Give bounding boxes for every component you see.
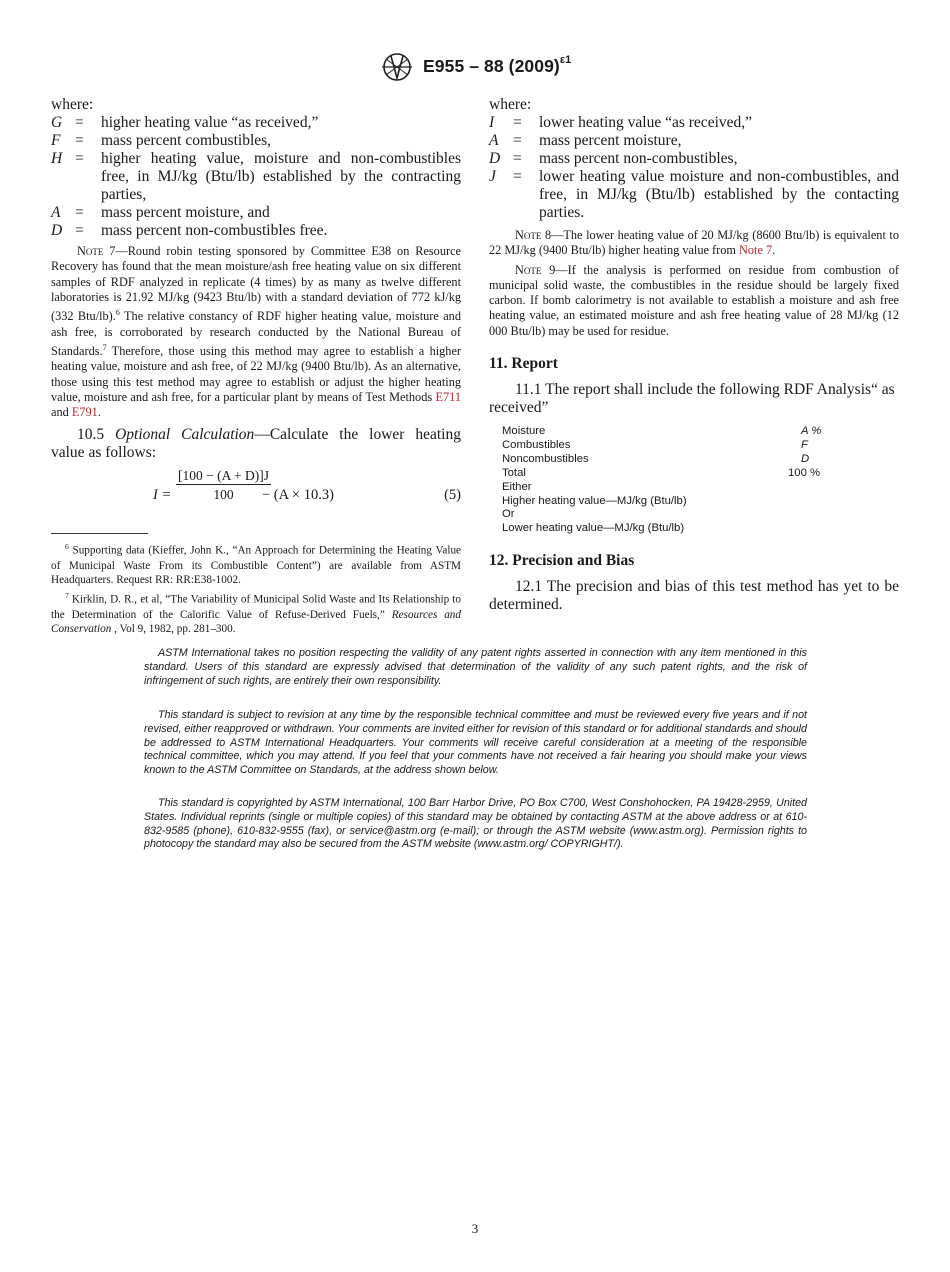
definition-item: D = mass percent non-combustibles free.	[51, 222, 328, 239]
astm-logo-icon	[377, 52, 417, 87]
table-row: Or	[502, 508, 515, 521]
link-e791[interactable]: E791	[71, 405, 98, 420]
document-designation: E955 – 88 $(2009)^{\varepsilon 1}$	[423, 54, 572, 76]
footnote-divider	[51, 533, 148, 534]
right-column	[489, 96, 899, 614]
definition-item: D = mass percent non-combustibles,	[489, 150, 738, 167]
definition-item: H = higher heating value, moisture and non-combustibles free, in MJ/kg (Btu/lb) established by the contracting parties,	[51, 150, 461, 203]
link-e711[interactable]: E711	[435, 389, 461, 404]
note-7: Note 7—Round robin testing sponsored by Committee E38 on Resource Recovery has found that the mean moisture/ash free heating value on six different samples of RDF analyzed in replicate (4 times) by as many as twelve different laboratories is 21.92 MJ/kg (9423 Btu/lb) with a standard deviation of 772 kJ/kg (332 Btu/lb).$^6$ The relative constancy of RDF higher heating value, moisture and ash free, is corroborated by research conducted by the National Bureau of Standards.$^7$ Therefore, those using this method may agree to establish a higher heating value, moisture and ash free, of 22 MJ/kg (9400 Btu/lb). As an alternative, those using this test method may agree to establish or adjust the higher heating value, moisture and ash free, for a particular plant by means of Test Methods E711 and E791.	[51, 244, 461, 420]
footnote-6: $^6$ Supporting data (Kieffer, John K., “An Approach for Determining the Heating Value of Municipal Waste From its Combustible Content”) are available from ASTM Headquarters. Request RR: RR:E38-1002.	[51, 542, 461, 586]
section-11-heading: 11. Report	[489, 355, 558, 373]
page-number: 3	[471, 1221, 479, 1236]
report-table	[502, 425, 832, 536]
definition-item: I = lower heating value “as received,”	[489, 114, 753, 131]
page-header	[0, 52, 950, 86]
section-10-5: 10.5 Optional Calculation—Calculate the lower heating value as follows:	[51, 426, 461, 462]
equation-fraction: $\frac{[100 - (A + D)]J}{100}$	[178, 468, 269, 503]
footnote-7: $^7$ Kirklin, D. R., et al, “The Variability of Municipal Solid Waste and Its Relationship to the Determination of the Calorific Value of Refuse-Derived Fuels,” Resources and Conservation , Vol 9, 1982, pp. 281–300.	[51, 591, 461, 635]
link-note-7[interactable]: Note 7	[739, 243, 773, 258]
table-row: Total 100 %	[502, 466, 821, 479]
definition-item: A = mass percent moisture, and	[51, 204, 270, 221]
section-12-heading: 12. Precision and Bias	[489, 552, 635, 570]
note-9: Note 9—If the analysis is performed on residue from combustion of municipal solid waste, the combustibles in the residue should be largely fixed carbon. If bomb calorimetry is not available to establish a moisture and ash free heating value, an estimated moisture and ash free heating value of 28 MJ/kg (12 000 Btu/lb) may be used for residue.	[489, 262, 899, 338]
table-row: Combustibles F	[502, 438, 808, 451]
section-11-1: 11.1 The report shall include the following RDF Analysis“ as received”	[489, 381, 895, 417]
where-label: where:	[51, 96, 94, 113]
legal-copyright-notice: This standard is copyrighted by ASTM International, 100 Barr Harbor Drive, PO Box C700, West Conshohocken, PA 19428-2959, United States. Individual reprints (single or multiple copies) of this standard may be obtained by contacting ASTM at the above address or at 610-832-9585 (phone), 610-832-9555 (fax), or service@astm.org (e-mail); or through the ASTM website (www.astm.org). Permission rights to photocopy the standard may also be secured from the ASTM website (www.astm.org/ COPYRIGHT/).	[144, 797, 807, 851]
equation-number: (5)	[444, 487, 461, 504]
definition-item: J = lower heating value moisture and non-combustibles, and free, in MJ/kg (Btu/lb) established by the contacting parties.	[489, 168, 899, 221]
where-label: where:	[489, 96, 532, 113]
section-12-1: 12.1 The precision and bias of this test method has yet to be determined.	[489, 578, 899, 614]
table-row: Either	[502, 480, 532, 493]
definition-item: A = mass percent moisture,	[489, 132, 682, 149]
left-column	[51, 96, 461, 636]
definition-item: F = mass percent combustibles,	[51, 132, 272, 149]
legal-revision-notice: This standard is subject to revision at any time by the responsible technical committee and must be reviewed every five years and if not revised, either reapproved or withdrawn. Your comments are invited either for revision of this standard or for additional standards and should be addressed to ASTM International Headquarters. Your comments will receive careful consideration at a meeting of the responsible technical committee, which you may attend. If you feel that your comments have not received a fair hearing you should make your views known to the ASTM Committee on Standards, at the address shown below.	[144, 709, 807, 777]
table-row: Lower heating value—MJ/kg (Btu/lb)	[502, 522, 685, 535]
equation-5: I = $\frac{[100 - (A + D)]J}{100}$ − (A × 10.3) (5)	[153, 468, 461, 504]
note-8: Note 8—The lower heating value of 20 MJ/kg (8600 Btu/lb) is equivalent to 22 MJ/kg (9400 Btu/lb) higher heating value from Note 7.	[489, 228, 899, 258]
definition-item: G = higher heating value “as received,”	[51, 114, 319, 131]
legal-patent-notice: ASTM International takes no position respecting the validity of any patent rights asserted in connection with any item mentioned in this standard. Users of this standard are expressly advised that determination of the validity of any such patent rights, and the risk of infringement of such rights, are entirely their own responsibility.	[144, 647, 807, 687]
table-row: Higher heating value—MJ/kg (Btu/lb)	[502, 494, 687, 507]
definition-list	[489, 114, 899, 222]
table-row: Moisture A %	[502, 425, 822, 438]
definition-list	[51, 114, 461, 240]
table-row: Noncombustibles D	[502, 452, 810, 465]
